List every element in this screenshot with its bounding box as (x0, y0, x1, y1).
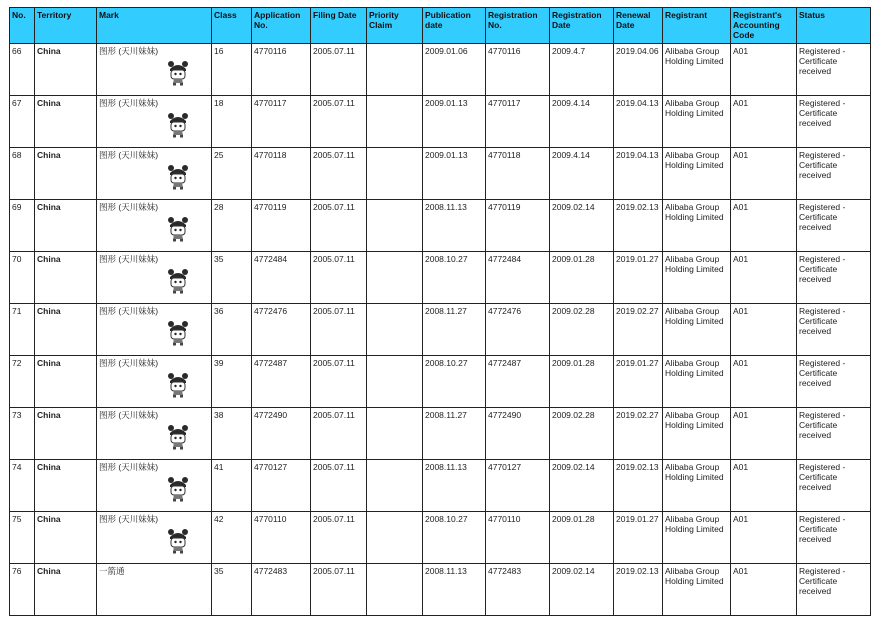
cell-priority-claim (367, 148, 423, 200)
cell-registration-date: 2009.02.14 (550, 460, 614, 512)
cell-registration-no: 4770116 (486, 44, 550, 96)
cell-registration-no: 4770110 (486, 512, 550, 564)
table-row (10, 564, 871, 616)
cell-accounting-code: A01 (731, 408, 797, 460)
cell-application-no: 4770119 (252, 200, 311, 252)
cell-filing-date: 2005.07.11 (311, 304, 367, 356)
cell-no: 69 (10, 200, 35, 252)
cell-territory: China (35, 44, 97, 96)
cell-renewal-date: 2019.02.13 (614, 564, 663, 616)
header-mark: Mark (97, 8, 212, 44)
cell-registrant: Alibaba Group Holding Limited (663, 148, 731, 200)
header-publication-date: Publication date (423, 8, 486, 44)
cell-mark (97, 148, 212, 200)
cell-renewal-date: 2019.02.13 (614, 200, 663, 252)
table-row (10, 200, 871, 252)
table-row (10, 252, 871, 304)
cell-no: 67 (10, 96, 35, 148)
cell-publication-date: 2008.10.27 (423, 252, 486, 304)
cell-mark (97, 512, 212, 564)
cell-priority-claim (367, 44, 423, 96)
cell-renewal-date: 2019.04.06 (614, 44, 663, 96)
cell-priority-claim (367, 200, 423, 252)
cell-mark (97, 356, 212, 408)
cell-registrant: Alibaba Group Holding Limited (663, 356, 731, 408)
cell-registration-no: 4772483 (486, 564, 550, 616)
header-application-no: Application No. (252, 8, 311, 44)
cell-territory: China (35, 356, 97, 408)
cell-no: 68 (10, 148, 35, 200)
cell-registrant: Alibaba Group Holding Limited (663, 200, 731, 252)
header-row (10, 8, 871, 44)
header-registration-date: Registration Date (550, 8, 614, 44)
cell-mark (97, 44, 212, 96)
mark-text: 图形 (天川妹妹) (99, 358, 159, 368)
cell-status: Registered - Certificate received (797, 252, 871, 304)
cell-class: 41 (212, 460, 252, 512)
cell-priority-claim (367, 564, 423, 616)
girl-figure-icon (167, 372, 189, 398)
cell-accounting-code: A01 (731, 44, 797, 96)
cell-registration-no: 4772487 (486, 356, 550, 408)
cell-registration-date: 2009.4.14 (550, 96, 614, 148)
mark-text: 图形 (天川妹妹) (99, 514, 159, 524)
cell-priority-claim (367, 252, 423, 304)
cell-application-no: 4772487 (252, 356, 311, 408)
cell-registration-no: 4772476 (486, 304, 550, 356)
cell-application-no: 4772483 (252, 564, 311, 616)
cell-status: Registered - Certificate received (797, 408, 871, 460)
cell-application-no: 4772476 (252, 304, 311, 356)
cell-registration-date: 2009.4.14 (550, 148, 614, 200)
cell-registrant: Alibaba Group Holding Limited (663, 96, 731, 148)
cell-no: 75 (10, 512, 35, 564)
cell-class: 36 (212, 304, 252, 356)
cell-accounting-code: A01 (731, 564, 797, 616)
cell-application-no: 4770127 (252, 460, 311, 512)
table-row (10, 512, 871, 564)
cell-filing-date: 2005.07.11 (311, 512, 367, 564)
cell-class: 35 (212, 564, 252, 616)
cell-registration-no: 4770119 (486, 200, 550, 252)
cell-registration-no: 4772490 (486, 408, 550, 460)
cell-class: 18 (212, 96, 252, 148)
cell-publication-date: 2009.01.13 (423, 148, 486, 200)
cell-territory: China (35, 512, 97, 564)
cell-filing-date: 2005.07.11 (311, 460, 367, 512)
cell-mark (97, 304, 212, 356)
cell-no: 72 (10, 356, 35, 408)
cell-mark (97, 460, 212, 512)
cell-class: 25 (212, 148, 252, 200)
cell-renewal-date: 2019.02.27 (614, 408, 663, 460)
cell-renewal-date: 2019.01.27 (614, 252, 663, 304)
cell-registrant: Alibaba Group Holding Limited (663, 512, 731, 564)
cell-filing-date: 2005.07.11 (311, 44, 367, 96)
cell-status: Registered - Certificate received (797, 512, 871, 564)
cell-registration-no: 4770118 (486, 148, 550, 200)
cell-territory: China (35, 96, 97, 148)
mark-text: 图形 (天川妹妹) (99, 254, 159, 264)
cell-priority-claim (367, 512, 423, 564)
cell-publication-date: 2008.11.13 (423, 200, 486, 252)
header-priority-claim: Priority Claim (367, 8, 423, 44)
cell-renewal-date: 2019.01.27 (614, 356, 663, 408)
cell-registration-date: 2009.01.28 (550, 252, 614, 304)
cell-publication-date: 2008.11.13 (423, 564, 486, 616)
table-row (10, 304, 871, 356)
table-row (10, 96, 871, 148)
cell-territory: China (35, 200, 97, 252)
cell-accounting-code: A01 (731, 96, 797, 148)
cell-no: 66 (10, 44, 35, 96)
cell-filing-date: 2005.07.11 (311, 200, 367, 252)
header-no: No. (10, 8, 35, 44)
cell-registration-date: 2009.02.28 (550, 304, 614, 356)
cell-application-no: 4770116 (252, 44, 311, 96)
cell-application-no: 4770118 (252, 148, 311, 200)
cell-territory: China (35, 564, 97, 616)
cell-priority-claim (367, 96, 423, 148)
cell-filing-date: 2005.07.11 (311, 408, 367, 460)
cell-filing-date: 2005.07.11 (311, 356, 367, 408)
cell-mark (97, 252, 212, 304)
cell-no: 76 (10, 564, 35, 616)
cell-accounting-code: A01 (731, 356, 797, 408)
header-status: Status (797, 8, 871, 44)
cell-registration-date: 2009.01.28 (550, 512, 614, 564)
cell-publication-date: 2009.01.13 (423, 96, 486, 148)
cell-publication-date: 2008.10.27 (423, 356, 486, 408)
cell-accounting-code: A01 (731, 304, 797, 356)
girl-figure-icon (167, 216, 189, 242)
girl-figure-icon (167, 528, 189, 554)
table-row (10, 408, 871, 460)
cell-status: Registered - Certificate received (797, 356, 871, 408)
cell-territory: China (35, 304, 97, 356)
cell-no: 71 (10, 304, 35, 356)
girl-figure-icon (167, 164, 189, 190)
header-territory: Territory (35, 8, 97, 44)
cell-no: 70 (10, 252, 35, 304)
cell-status: Registered - Certificate received (797, 148, 871, 200)
cell-renewal-date: 2019.04.13 (614, 148, 663, 200)
cell-accounting-code: A01 (731, 148, 797, 200)
header-registration-no: Registration No. (486, 8, 550, 44)
mark-text: 图形 (天川妹妹) (99, 306, 159, 316)
cell-status: Registered - Certificate received (797, 304, 871, 356)
cell-registrant: Alibaba Group Holding Limited (663, 304, 731, 356)
girl-figure-icon (167, 424, 189, 450)
cell-registration-date: 2009.01.28 (550, 356, 614, 408)
cell-filing-date: 2005.07.11 (311, 252, 367, 304)
cell-registration-date: 2009.02.28 (550, 408, 614, 460)
table-row (10, 44, 871, 96)
cell-application-no: 4772490 (252, 408, 311, 460)
cell-territory: China (35, 252, 97, 304)
header-registrant: Registrant (663, 8, 731, 44)
cell-registration-date: 2009.02.14 (550, 200, 614, 252)
cell-registrant: Alibaba Group Holding Limited (663, 44, 731, 96)
mark-text: 图形 (天川妹妹) (99, 202, 159, 212)
cell-publication-date: 2008.11.13 (423, 460, 486, 512)
girl-figure-icon (167, 112, 189, 138)
header-accounting-code: Registrant's Accounting Code (731, 8, 797, 44)
cell-class: 39 (212, 356, 252, 408)
table-row (10, 460, 871, 512)
girl-figure-icon (167, 476, 189, 502)
header-filing-date: Filing Date (311, 8, 367, 44)
cell-mark (97, 408, 212, 460)
cell-renewal-date: 2019.04.13 (614, 96, 663, 148)
header-class: Class (212, 8, 252, 44)
cell-publication-date: 2008.11.27 (423, 408, 486, 460)
cell-class: 28 (212, 200, 252, 252)
cell-registrant: Alibaba Group Holding Limited (663, 564, 731, 616)
cell-priority-claim (367, 460, 423, 512)
mark-text: 图形 (天川妹妹) (99, 46, 159, 56)
cell-registration-date: 2009.4.7 (550, 44, 614, 96)
cell-priority-claim (367, 356, 423, 408)
cell-status: Registered - Certificate received (797, 44, 871, 96)
cell-status: Registered - Certificate received (797, 564, 871, 616)
cell-priority-claim (367, 304, 423, 356)
cell-renewal-date: 2019.02.27 (614, 304, 663, 356)
cell-priority-claim (367, 408, 423, 460)
cell-territory: China (35, 460, 97, 512)
cell-filing-date: 2005.07.11 (311, 564, 367, 616)
mark-text: 图形 (天川妹妹) (99, 462, 159, 472)
cell-filing-date: 2005.07.11 (311, 148, 367, 200)
cell-application-no: 4770117 (252, 96, 311, 148)
cell-accounting-code: A01 (731, 252, 797, 304)
cell-application-no: 4770110 (252, 512, 311, 564)
cell-publication-date: 2008.10.27 (423, 512, 486, 564)
cell-mark (97, 200, 212, 252)
cell-status: Registered - Certificate received (797, 460, 871, 512)
mark-text: 图形 (天川妹妹) (99, 98, 159, 108)
mark-text: 一箭通 (99, 566, 125, 576)
cell-publication-date: 2008.11.27 (423, 304, 486, 356)
cell-publication-date: 2009.01.06 (423, 44, 486, 96)
girl-figure-icon (167, 320, 189, 346)
cell-registrant: Alibaba Group Holding Limited (663, 408, 731, 460)
cell-no: 73 (10, 408, 35, 460)
cell-mark (97, 564, 212, 616)
cell-registration-no: 4770127 (486, 460, 550, 512)
cell-accounting-code: A01 (731, 460, 797, 512)
girl-figure-icon (167, 268, 189, 294)
trademark-table (9, 7, 871, 616)
cell-status: Registered - Certificate received (797, 96, 871, 148)
cell-class: 35 (212, 252, 252, 304)
cell-registration-no: 4772484 (486, 252, 550, 304)
header-renewal-date: Renewal Date (614, 8, 663, 44)
cell-application-no: 4772484 (252, 252, 311, 304)
cell-registrant: Alibaba Group Holding Limited (663, 460, 731, 512)
cell-filing-date: 2005.07.11 (311, 96, 367, 148)
mark-text: 图形 (天川妹妹) (99, 410, 159, 420)
cell-no: 74 (10, 460, 35, 512)
cell-territory: China (35, 408, 97, 460)
cell-class: 16 (212, 44, 252, 96)
cell-registration-date: 2009.02.14 (550, 564, 614, 616)
cell-accounting-code: A01 (731, 200, 797, 252)
mark-text: 图形 (天川妹妹) (99, 150, 159, 160)
cell-registration-no: 4770117 (486, 96, 550, 148)
cell-territory: China (35, 148, 97, 200)
cell-class: 38 (212, 408, 252, 460)
cell-accounting-code: A01 (731, 512, 797, 564)
table-row (10, 148, 871, 200)
cell-class: 42 (212, 512, 252, 564)
cell-renewal-date: 2019.01.27 (614, 512, 663, 564)
cell-renewal-date: 2019.02.13 (614, 460, 663, 512)
cell-registrant: Alibaba Group Holding Limited (663, 252, 731, 304)
girl-figure-icon (167, 60, 189, 86)
cell-mark (97, 96, 212, 148)
table-row (10, 356, 871, 408)
cell-status: Registered - Certificate received (797, 200, 871, 252)
